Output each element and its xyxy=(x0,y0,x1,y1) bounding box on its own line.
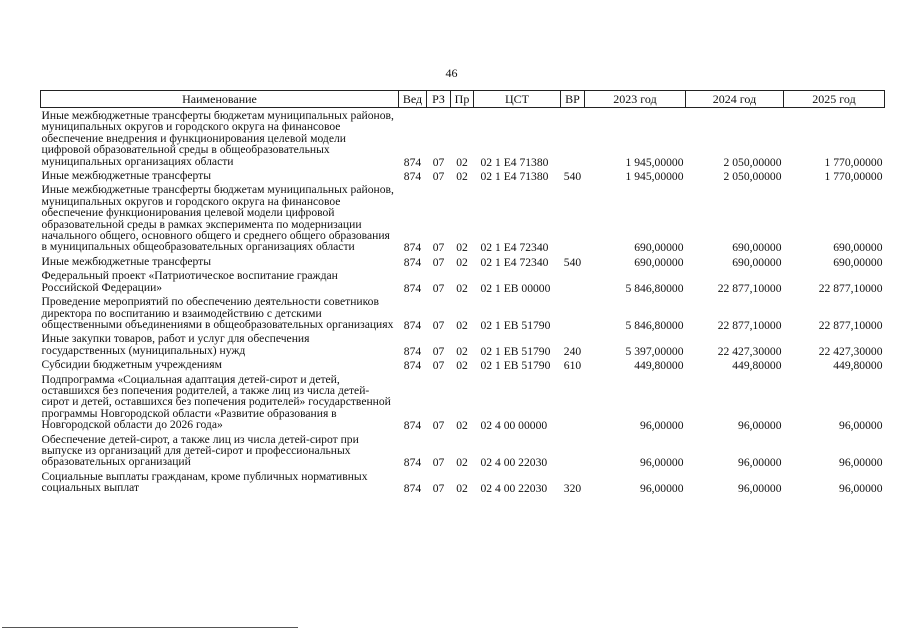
table-row xyxy=(41,294,885,331)
header-2025: 2025 год xyxy=(784,91,885,108)
row-cst: 02 1 ЕВ 00000 xyxy=(480,281,551,295)
header-ved: Вед xyxy=(399,91,427,108)
header-name: Наименование xyxy=(41,91,399,108)
row-2024: 96,00000 xyxy=(738,482,782,496)
row-pr: 02 xyxy=(456,241,468,255)
row-vr: 610 xyxy=(563,359,582,373)
row-2023: 1 945,00000 xyxy=(625,170,684,184)
row-vr: 540 xyxy=(563,255,582,269)
row-ved: 874 xyxy=(403,456,422,470)
row-pr: 02 xyxy=(456,419,468,433)
row-2025: 449,80000 xyxy=(833,359,883,373)
row-2025: 96,00000 xyxy=(839,419,883,433)
row-vr: 320 xyxy=(563,482,582,496)
row-rz: 07 xyxy=(432,359,445,373)
table-row xyxy=(41,182,885,253)
row-name: Иные межбюджетные трансферты бюджетам муниципальных районов, муниципальных округов и городского округа на финансовое обеспечение внедрения и функционирования целевой модели цифровой образовательной среды в общеобразовательных муниципальных организациях области xyxy=(41,109,394,168)
row-name: Субсидии бюджетным учреждениям xyxy=(41,358,222,372)
row-2024: 2 050,00000 xyxy=(723,170,782,184)
row-2025: 690,00000 xyxy=(833,255,883,269)
row-rz: 07 xyxy=(432,281,445,295)
row-name: Проведение мероприятий по обеспечению деятельности советников директора по воспитанию и взаимодействию с детскими общественными объединениями в общеобразовательных организациях xyxy=(41,295,394,331)
header-2023: 2023 год xyxy=(585,91,686,108)
row-vr: 240 xyxy=(563,344,582,358)
row-2023: 5 397,00000 xyxy=(625,344,684,358)
row-2025: 96,00000 xyxy=(839,482,883,496)
row-2025: 22 427,30000 xyxy=(818,344,883,358)
row-2023: 96,00000 xyxy=(640,456,684,470)
row-vr xyxy=(561,268,585,294)
row-cst: 02 1 ЕВ 51790 xyxy=(480,318,551,332)
row-2025: 690,00000 xyxy=(833,241,883,255)
row-ved: 874 xyxy=(403,241,422,255)
header-cst: ЦСТ xyxy=(474,91,561,108)
row-vr: 540 xyxy=(563,170,582,184)
row-2024: 449,80000 xyxy=(732,359,782,373)
table-row xyxy=(41,268,885,294)
row-pr: 02 xyxy=(456,170,468,184)
row-vr xyxy=(561,294,585,331)
row-pr: 02 xyxy=(456,281,468,295)
table-row xyxy=(41,357,885,371)
row-name: Обеспечение детей-сирот, а также лиц из числа детей-сирот при выпуске из организаций для детей-сирот и профессиональных образовательных организаций xyxy=(41,432,359,469)
row-ved: 874 xyxy=(403,344,422,358)
row-pr: 02 xyxy=(456,318,468,332)
row-vr xyxy=(561,372,585,432)
row-vr xyxy=(561,432,585,469)
row-cst: 02 1 ЕВ 51790 xyxy=(480,359,551,373)
row-cst: 02 1 Е4 71380 xyxy=(480,155,549,169)
row-ved: 874 xyxy=(403,155,422,169)
row-2024: 96,00000 xyxy=(738,419,782,433)
header-vr: ВР xyxy=(561,91,585,108)
row-2023: 5 846,80000 xyxy=(625,318,684,332)
row-pr: 02 xyxy=(456,359,468,373)
row-cst: 02 1 Е4 72340 xyxy=(480,255,549,269)
row-pr: 02 xyxy=(456,255,468,269)
row-rz: 07 xyxy=(432,456,445,470)
row-2024: 690,00000 xyxy=(732,255,782,269)
row-cst: 02 1 ЕВ 51790 xyxy=(480,344,551,358)
row-2024: 690,00000 xyxy=(732,241,782,255)
row-rz: 07 xyxy=(432,241,445,255)
row-2023: 449,80000 xyxy=(634,359,684,373)
row-name: Иные закупки товаров, работ и услуг для обеспечения государственных (муниципальных) нужд xyxy=(41,332,310,357)
row-2023: 1 945,00000 xyxy=(625,155,684,169)
table-row xyxy=(41,331,885,357)
row-rz: 07 xyxy=(432,344,445,358)
row-name: Иные межбюджетные трансферты бюджетам муниципальных районов, муниципальных округов и городского округа на финансовое обеспечение функционирования целевой модели цифровой образовательной среды в рамках эксперимента по модернизации начального общего, основного общего и среднего общего образования в муниципальных общеобразовательных организациях области xyxy=(41,183,394,254)
row-name: Социальные выплаты гражданам, кроме публичных нормативных социальных выплат xyxy=(41,469,368,495)
row-2023: 5 846,80000 xyxy=(625,281,684,295)
row-cst: 02 1 Е4 72340 xyxy=(480,241,549,255)
row-ved: 874 xyxy=(403,170,422,184)
row-2023: 96,00000 xyxy=(640,482,684,496)
row-2024: 22 877,10000 xyxy=(717,318,782,332)
header-pr: Пр xyxy=(451,91,474,108)
row-rz: 07 xyxy=(432,170,445,184)
row-ved: 874 xyxy=(403,255,422,269)
header-2024: 2024 год xyxy=(686,91,784,108)
table-row xyxy=(41,432,885,469)
row-vr xyxy=(561,108,585,169)
row-2025: 22 877,10000 xyxy=(818,281,883,295)
row-2025: 1 770,00000 xyxy=(824,170,883,184)
row-cst: 02 4 00 00000 xyxy=(480,419,548,433)
table-row xyxy=(41,108,885,169)
row-rz: 07 xyxy=(432,318,445,332)
row-pr: 02 xyxy=(456,344,468,358)
row-2024: 96,00000 xyxy=(738,456,782,470)
row-2023: 690,00000 xyxy=(634,241,684,255)
row-rz: 07 xyxy=(432,419,445,433)
table-row xyxy=(41,168,885,182)
row-ved: 874 xyxy=(403,482,422,496)
table-row xyxy=(41,254,885,268)
row-pr: 02 xyxy=(456,482,468,496)
row-2025: 96,00000 xyxy=(839,456,883,470)
row-2025: 22 877,10000 xyxy=(818,318,883,332)
row-name: Иные межбюджетные трансферты xyxy=(41,254,212,268)
row-2023: 96,00000 xyxy=(640,419,684,433)
budget-table xyxy=(40,90,885,495)
row-cst: 02 1 Е4 71380 xyxy=(480,170,549,184)
row-rz: 07 xyxy=(432,155,445,169)
row-name: Иные межбюджетные трансферты xyxy=(41,169,212,183)
row-ved: 874 xyxy=(403,359,422,373)
row-pr: 02 xyxy=(456,155,468,169)
table-row xyxy=(41,372,885,432)
row-rz: 07 xyxy=(432,255,445,269)
row-2025: 1 770,00000 xyxy=(824,155,883,169)
row-rz: 07 xyxy=(432,482,445,496)
table-header-row xyxy=(41,91,885,108)
row-ved: 874 xyxy=(403,419,422,433)
row-ved: 874 xyxy=(403,281,422,295)
table-row xyxy=(41,469,885,495)
row-vr xyxy=(561,182,585,253)
header-rz: РЗ xyxy=(427,91,451,108)
row-2024: 22 877,10000 xyxy=(717,281,782,295)
row-ved: 874 xyxy=(403,318,422,332)
row-name: Федеральный проект «Патриотическое воспитание граждан Российской Федерации» xyxy=(41,269,338,294)
row-name: Подпрограмма «Социальная адаптация детей-сирот и детей, оставшихся без попечения родителей, а также лиц из числа детей-сирот и детей, оставшихся без попечения родителей» государственной программы Новгородской области «Развитие образования в Новгородской области до 2026 года» xyxy=(41,372,391,432)
row-2024: 22 427,30000 xyxy=(717,344,782,358)
page-number: 46 xyxy=(445,66,458,80)
row-2023: 690,00000 xyxy=(634,255,684,269)
row-cst: 02 4 00 22030 xyxy=(480,456,548,470)
row-2024: 2 050,00000 xyxy=(723,155,782,169)
footer-rule xyxy=(2,627,298,628)
row-cst: 02 4 00 22030 xyxy=(480,482,548,496)
row-pr: 02 xyxy=(456,456,468,470)
